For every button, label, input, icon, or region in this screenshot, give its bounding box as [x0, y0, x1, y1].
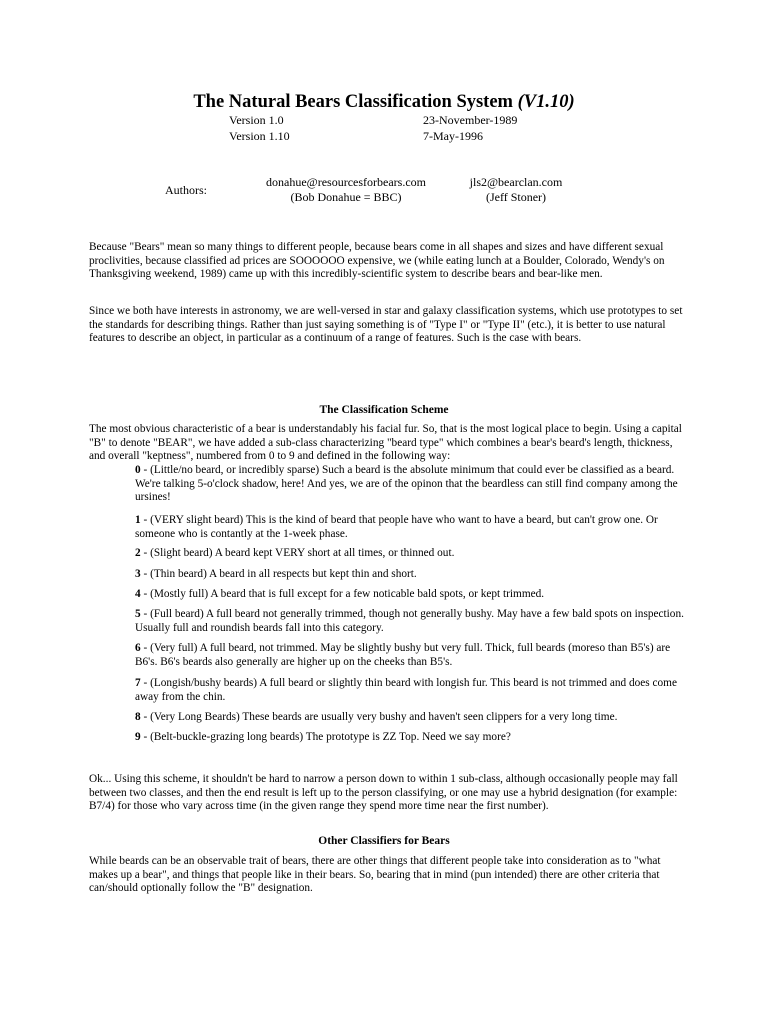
class-number: 4 — [135, 588, 141, 600]
class-number: 7 — [135, 677, 141, 689]
class-description: - (Slight beard) A beard kept VERY short at all times, or thinned out. — [140, 547, 455, 559]
author-name: (Bob Donahue = BBC) — [290, 190, 402, 204]
author-email: jls2@bearclan.com — [469, 175, 563, 189]
version-label: Version 1.10 — [229, 129, 290, 143]
other-classifiers-paragraph: While beards can be an observable trait of bears, there are other things that different people take into consideration as to "what makes up a bear", and things that people like in their bears. So, bearing that in mind (pun intended) there are other criteria that can/should optionally follow the "B" designation. — [89, 855, 661, 895]
beard-class-item — [135, 711, 688, 725]
page-title — [0, 91, 768, 113]
class-number: 3 — [135, 568, 141, 580]
version-label: Version 1.0 — [229, 113, 284, 127]
class-description: - (Full beard) A full beard not generally trimmed, though not generally bushy. May have a few bald spots on inspection. Usually full and roundish beards fall into this category. — [135, 608, 684, 634]
author-block — [436, 175, 596, 205]
version-date: 23-November-1989 — [423, 113, 518, 127]
class-description: - (Longish/bushy beards) A full beard or slightly thin beard with longish fur. This beard is not trimmed and does come away from the chin. — [135, 677, 677, 703]
class-number: 0 — [135, 464, 141, 476]
title-main: The Natural Bears Classification System — [193, 92, 518, 112]
class-description: - (Very Long Beards) These beards are usually very bushy and haven't seen clippers for a very long time. — [140, 711, 618, 723]
author-block — [226, 175, 466, 205]
class-number: 8 — [135, 711, 141, 723]
class-description: - (Very full) A full beard, not trimmed. May be slightly bushy but very full. Thick, full beards (moreso than B5's) are B6's. B6's beards also generally are higher up on the cheeks than B5's. — [135, 642, 671, 668]
class-description: - (VERY slight beard) This is the kind of beard that people have who want to have a beard, but can't grow one. Or someone who is contantly at the 1-week phase. — [135, 514, 658, 540]
beard-class-item — [135, 547, 688, 561]
authors-label: Authors: — [165, 183, 207, 197]
scheme-intro: The most obvious characteristic of a bear is understandably his facial fur. So, that is the most logical place to begin. Using a capital "B" to denote "BEAR", we have added a sub-class characterizing "beard type" which combines a bear's beard's length, thickness, and overall "keptness", numbered from 0 to 9 and defined in the following way: — [89, 423, 682, 463]
class-number: 1 — [135, 514, 141, 526]
scheme-outro: Ok... Using this scheme, it shouldn't be hard to narrow a person down to within 1 sub-class, although occasionally people may fall between two classes, and then the end result is left up to the person classifying, or one may use a hybrid designation (for example: B7/4) for those who vary across time (in the given range they spend more time near the first number). — [89, 773, 678, 813]
author-email: donahue@resourcesforbears.com — [266, 175, 426, 189]
beard-class-item — [135, 568, 688, 582]
class-description: - (Thin beard) A beard in all respects but kept thin and short. — [140, 568, 417, 580]
title-version: (V1.10) — [517, 92, 575, 112]
intro-paragraph: Since we both have interests in astronomy, we are well-versed in star and galaxy classification systems, which use prototypes to set the standards for describing things. Rather than just saying something is of "Type I" or "Type II" (etc.), it is better to use natural features to describe an object, in particular as a continuum of a range of features. Such is the case with bears. — [89, 305, 683, 345]
class-number: 6 — [135, 642, 141, 654]
class-description: - (Little/no beard, or incredibly sparse) Such a beard is the absolute minimum that could ever be classified as a beard. We're talking 5-o'clock shadow, here! And yes, we are of the opinon that the beardless can still find company among the ursines! — [135, 464, 678, 504]
class-number: 2 — [135, 547, 141, 559]
class-description: - (Mostly full) A beard that is full except for a few noticable bald spots, or kept trimmed. — [140, 588, 545, 600]
beard-class-item — [135, 642, 688, 669]
section-heading: Other Classifiers for Bears — [318, 835, 450, 847]
beard-class-item — [135, 514, 688, 541]
intro-paragraph: Because "Bears" mean so many things to different people, because bears come in all shapes and sizes and have different sexual proclivities, because classified ad prices are SOOOOOO expensive, we (while eating lunch at a Boulder, Colorado, Wendy's on Thanksgiving weekend, 1989) came up with this incredibly-scientific system to describe bears and bear-like men. — [89, 241, 665, 281]
beard-class-item — [135, 588, 688, 602]
author-name: (Jeff Stoner) — [485, 190, 547, 204]
class-description: - (Belt-buckle-grazing long beards) The prototype is ZZ Top. Need we say more? — [140, 731, 511, 743]
section-heading: The Classification Scheme — [319, 404, 449, 416]
class-number: 5 — [135, 608, 141, 620]
class-number: 9 — [135, 731, 141, 743]
beard-class-item — [135, 608, 688, 635]
version-date: 7-May-1996 — [423, 129, 483, 143]
beard-class-item — [135, 464, 688, 505]
beard-class-item — [135, 731, 688, 745]
beard-class-item — [135, 677, 688, 704]
